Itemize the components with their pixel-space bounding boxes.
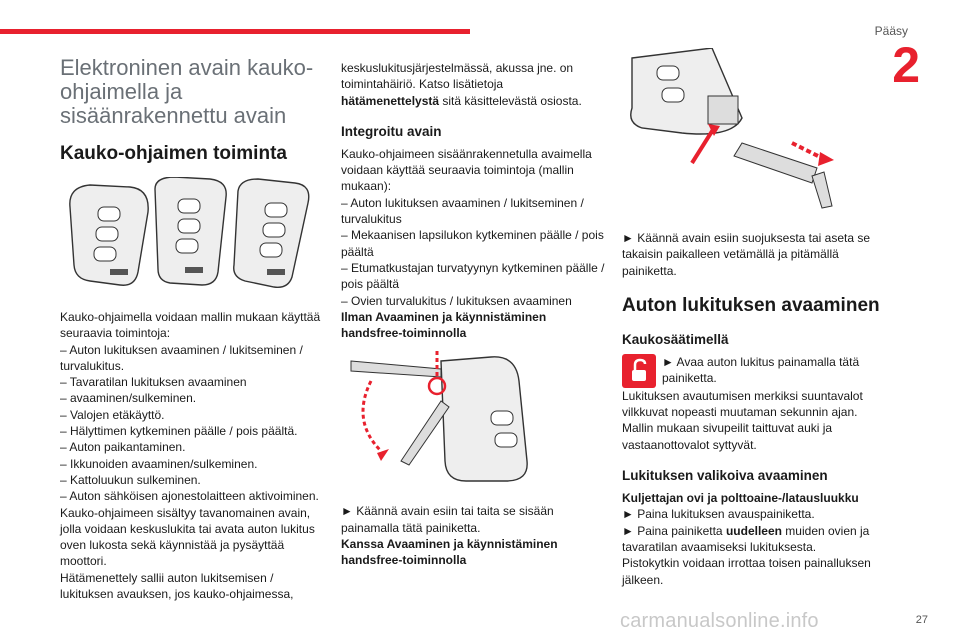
list-item: – Tavaratilan lukituksen avaaminen <box>60 375 247 390</box>
list-item: – Ovien turvalukitus / lukituksen avaaminen <box>341 293 572 308</box>
list-item: – Auton lukituksen avaaminen / lukitseminen / turvalukitus. <box>60 342 303 373</box>
list-item: ► Paina lukituksen avauspainiketta. <box>622 507 815 522</box>
key-fob-illustration <box>60 177 325 297</box>
emergency-paragraph: Hätämenettely sallii auton lukitsemisen / lukituksen avauksen, jos kauko-ohjaimessa, <box>60 570 294 602</box>
mirrors-paragraph: Mallin mukaan sivupeilit taittuvat auki ja vastaanottovalot syttyvät. <box>622 421 833 452</box>
indicator-paragraph: Lukituksen avautumisen merkiksi suuntavalot vilkkuvat nopeasti muutaman sekunnin ajan. <box>622 388 863 420</box>
driver-door-label: Kuljettajan ovi ja polttoaine-/latausluukku <box>622 491 859 506</box>
emergency-continuation: keskuslukitusjärjestelmässä, akussa jne. on toimintahäiriö. Katso lisätietoja hätämenettelystä sitä käsittelevästä osiosta. <box>341 61 582 108</box>
remote-intro: Kauko-ohjaimella voidaan mallin mukaan käyttää seuraavia toimintoja: <box>60 310 321 341</box>
list-item: ► Paina painiketta uudelleen muiden ovien ja tavaratilan avaamiseksi lukituksesta. <box>622 523 870 554</box>
unlock-step-row <box>622 354 887 388</box>
section-heading-integrated-key: Integroitu avain <box>341 123 442 139</box>
list-item: – Auton sähköisen ajonestolaitteen aktivoiminen. <box>60 489 319 504</box>
column-2 <box>341 60 606 569</box>
unlock-step: ► Avaa auton lukitus painamalla tätä painiketta. <box>662 354 860 386</box>
list-item: – Auton lukituksen avaaminen / lukitseminen / turvalukitus <box>341 195 584 227</box>
section-label: Pääsy <box>874 24 908 38</box>
list-item: – Ikkunoiden avaaminen/sulkeminen. <box>60 456 258 471</box>
with-handsfree-label: Kanssa Avaaminen ja käynnistäminen handsfree-toiminnolla <box>341 537 558 568</box>
section-heading-remote: Kauko-ohjaimen toiminta <box>60 143 287 164</box>
chapter-number: 2 <box>892 37 920 93</box>
list-item: – Etumatkustajan turvatyynyn kytkeminen päälle / pois päältä <box>341 260 605 292</box>
column-3 <box>622 230 887 588</box>
subheading-selective-unlock: Lukituksen valikoiva avaaminen <box>622 468 828 484</box>
list-item: – avaaminen/sulkeminen. <box>60 391 197 406</box>
fold-key-step: ► Käännä avain esiin tai taita se sisään painamalla tätä painiketta. <box>341 504 554 535</box>
column-1 <box>60 56 325 602</box>
list-item: – Auton paikantaminen. <box>60 440 186 455</box>
watermark: carmanualsonline.info <box>620 610 819 632</box>
slide-key-step: ► Käännä avain esiin suojuksesta tai aseta se takaisin paikalleen vetämällä ja pitämällä painiketta. <box>622 231 871 278</box>
unlock-icon <box>622 354 656 388</box>
key-fold-illustration <box>341 341 606 491</box>
integrated-key-paragraph: Kauko-ohjaimeen sisältyy tavanomainen avain, jolla voidaan keskuslukita tai avata auton lukitus oven lukosta sekä käynnistää ja pysäyttää moottori. <box>60 505 315 569</box>
header-accent-bar <box>0 29 470 34</box>
subheading-remote: Kaukosäätimellä <box>622 331 729 347</box>
section-heading-unlocking: Auton lukituksen avaaminen <box>622 294 880 316</box>
integrated-key-intro: Kauko-ohjaimeen sisäänrakennetulla avaimella voidaan käyttää seuraavia toimintoja (mallin mukaan): <box>341 146 592 194</box>
list-item: – Kattoluukun sulkeminen. <box>60 472 201 487</box>
key-slide-illustration <box>622 48 887 228</box>
chapter-title: Elektroninen avain kauko-ohjaimella ja sisäänrakennettu avain <box>60 55 314 128</box>
list-item: – Valojen etäkäyttö. <box>60 407 165 422</box>
without-handsfree-label: Ilman Avaaminen ja käynnistäminen handsfree-toiminnolla <box>341 309 547 341</box>
list-item: – Hälyttimen kytkeminen päälle / pois päältä. <box>60 424 298 439</box>
list-item: – Mekaanisen lapsilukon kytkeminen päälle / pois päältä <box>341 228 604 259</box>
page-number: 27 <box>915 614 928 626</box>
plug-paragraph: Pistokytkin voidaan irrottaa toisen painalluksen jälkeen. <box>622 556 871 587</box>
